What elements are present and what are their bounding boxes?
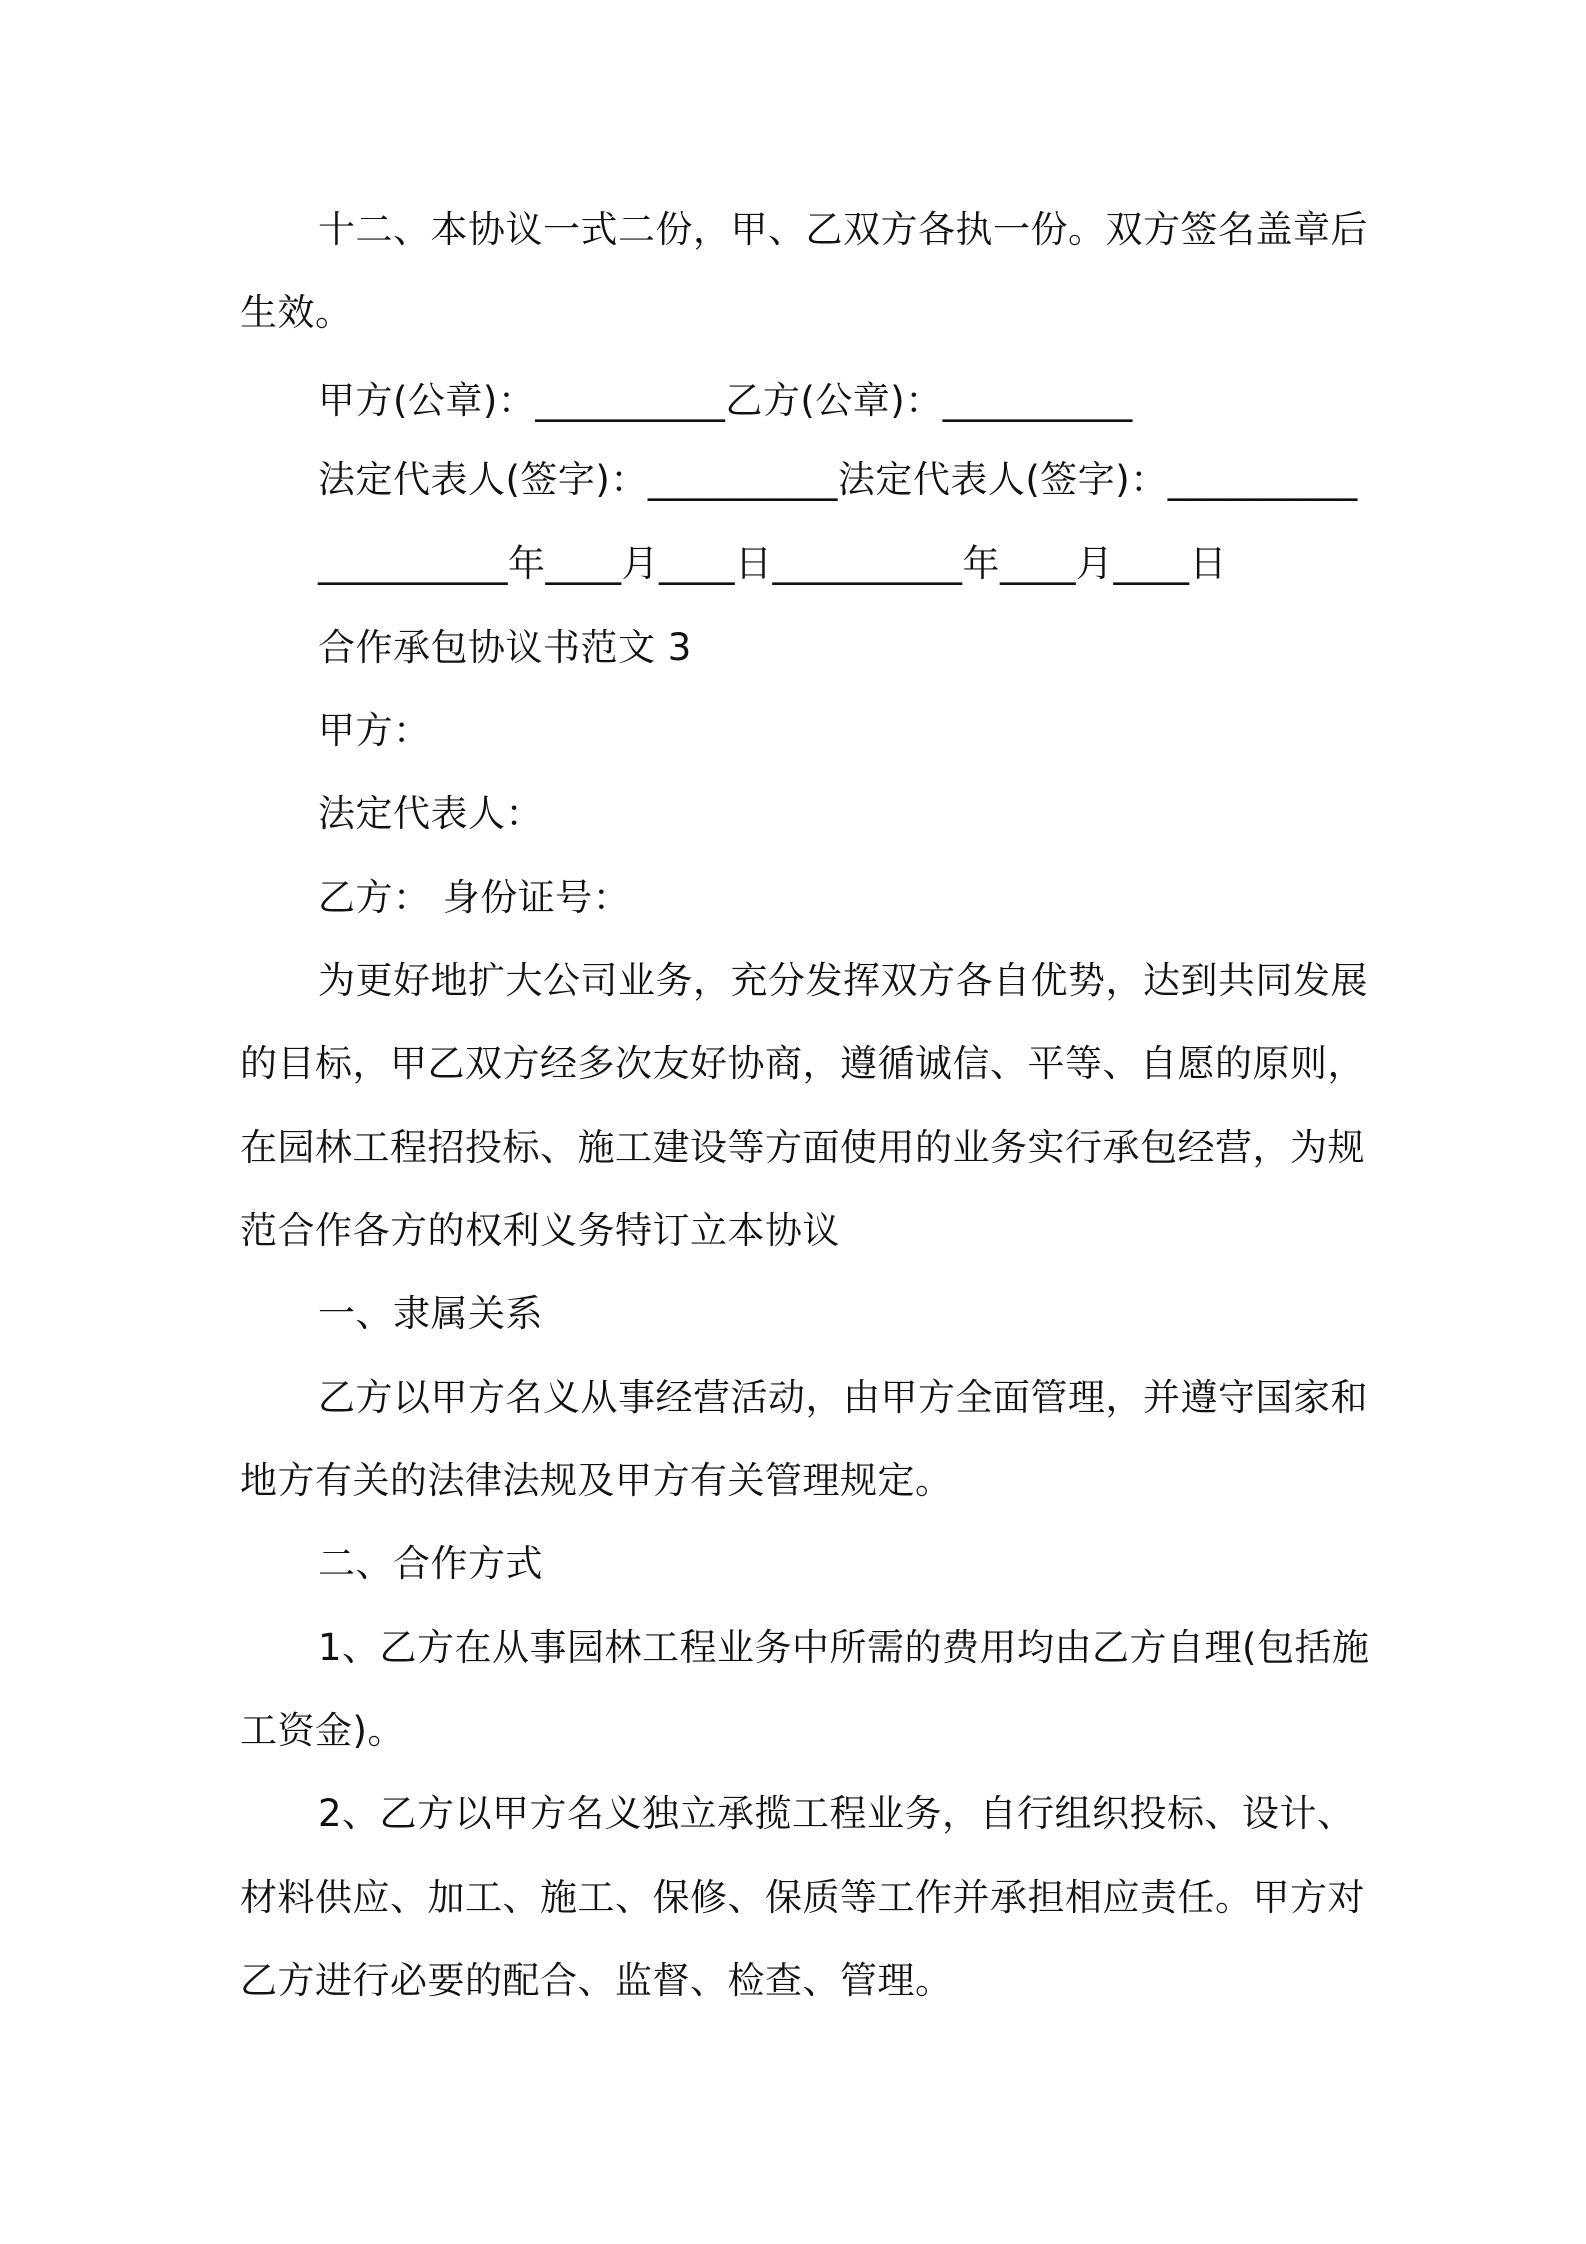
affiliation-line-1: 乙方以甲方名义从事经营活动，由甲方全面管理，并遵守国家和: [318, 1376, 1368, 1419]
clause-12-line-1: 十二、本协议一式二份，甲、乙双方各执一份。双方签名盖章后: [318, 208, 1368, 251]
preamble-line-3: 在园林工程招投标、施工建设等方面使用的业务实行承包经营，为规: [240, 1126, 1365, 1169]
clause-12-line-2: 生效。: [240, 291, 353, 334]
legal-representative-line: 法定代表人：: [318, 792, 543, 835]
party-b-line: 乙方： 身份证号：: [318, 876, 631, 919]
heading-affiliation: 一、隶属关系: [318, 1292, 543, 1335]
party-a-line: 甲方：: [318, 709, 431, 752]
preamble-line-2: 的目标，甲乙双方经多次友好协商，遵循诚信、平等、自愿的原则，: [240, 1042, 1365, 1085]
date-line: __________年____月____日__________年____月____日: [318, 542, 1227, 585]
heading-cooperation: 二、合作方式: [318, 1542, 543, 1585]
cooperation-item-2-line-1: 2、乙方以甲方名义独立承揽工程业务，自行组织投标、设计、: [318, 1792, 1355, 1835]
cooperation-item-1-line-1: 1、乙方在从事园林工程业务中所需的费用均由乙方自理(包括施: [318, 1626, 1370, 1669]
cooperation-item-2-line-2: 材料供应、加工、施工、保修、保质等工作并承担相应责任。甲方对: [240, 1876, 1365, 1919]
cooperation-item-2-line-3: 乙方进行必要的配合、监督、检查、管理。: [240, 1959, 953, 2002]
representative-signature-line: 法定代表人(签字)：__________法定代表人(签字)：__________: [318, 458, 1358, 501]
preamble-line-4: 范合作各方的权利义务特订立本协议: [240, 1209, 840, 1252]
preamble-line-1: 为更好地扩大公司业务，充分发挥双方各自优势，达到共同发展: [318, 959, 1368, 1002]
seal-line: 甲方(公章)：__________乙方(公章)：__________: [318, 379, 1133, 422]
section-title: 合作承包协议书范文 3: [318, 626, 692, 669]
affiliation-line-2: 地方有关的法律法规及甲方有关管理规定。: [240, 1459, 953, 1502]
cooperation-item-1-line-2: 工资金)。: [240, 1709, 405, 1752]
